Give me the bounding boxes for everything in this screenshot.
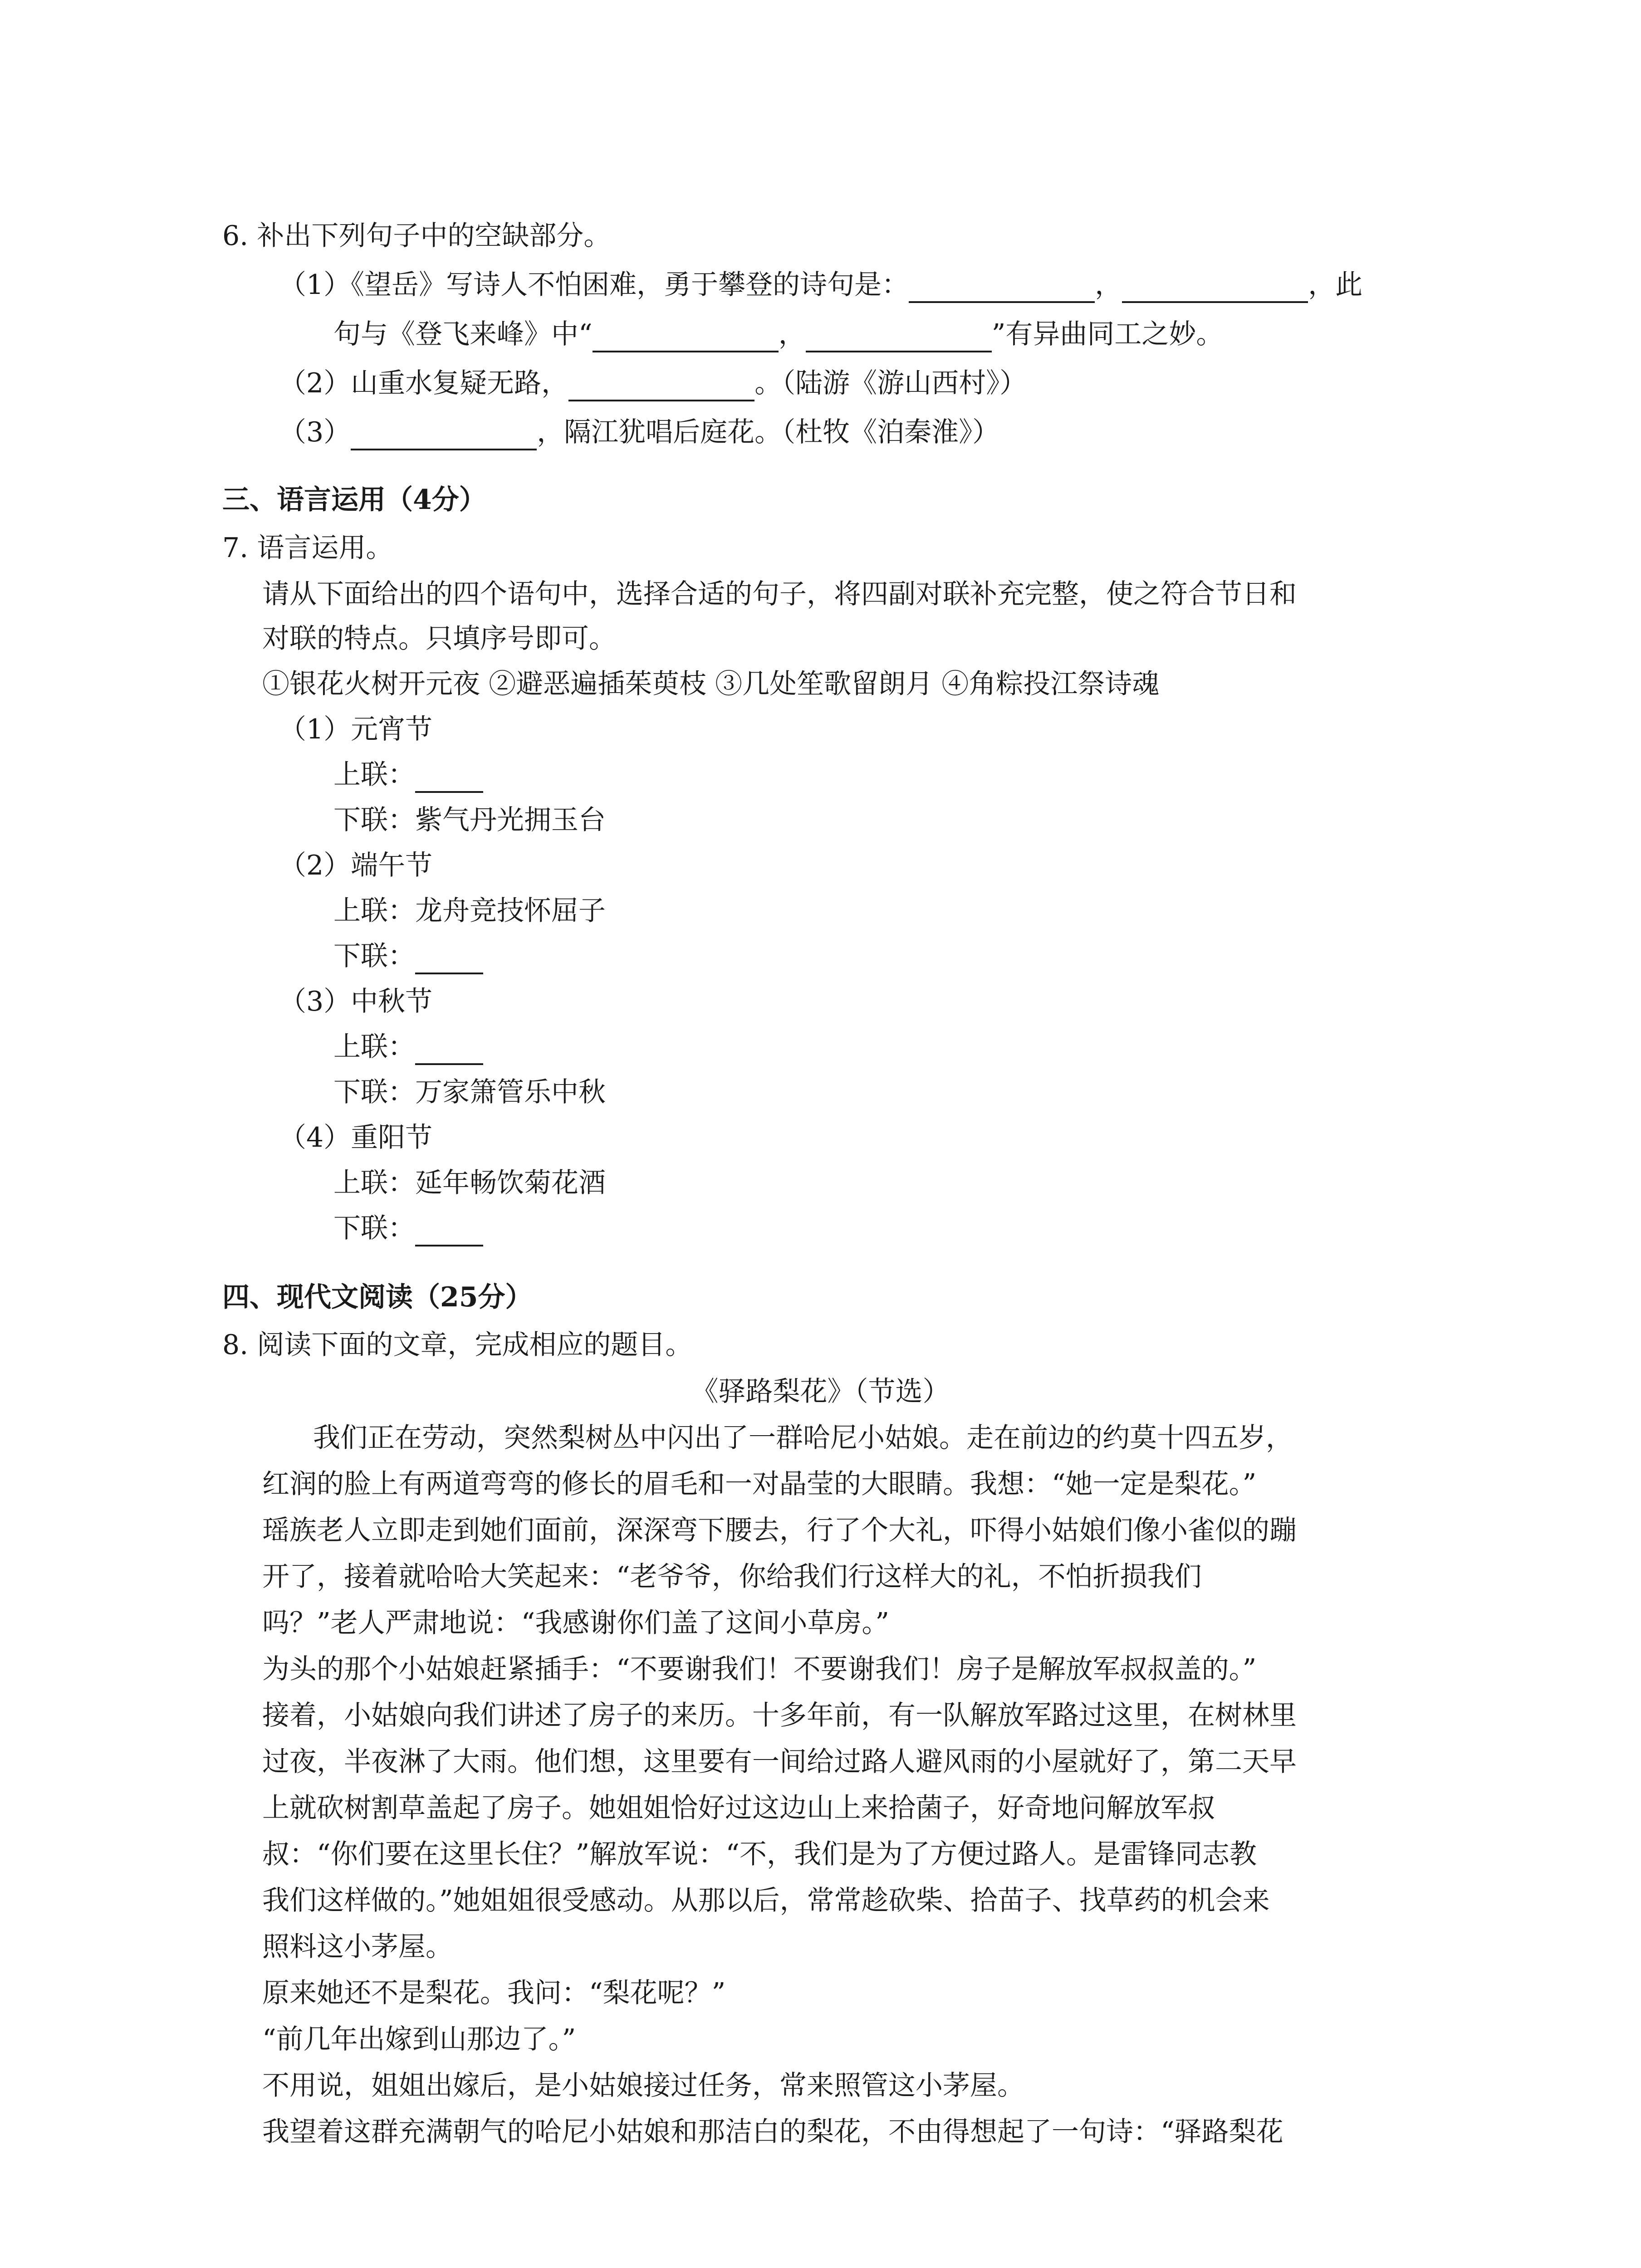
couplet-4-lower: 下联：: [333, 1210, 483, 1246]
couplet-2-title: （2）端午节: [279, 850, 433, 881]
article-line: 过夜，半夜淋了大雨。他们想，这里要有一间给过路人避风雨的小屋就好了，第二天早: [262, 1746, 1297, 1778]
article-line: 照料这小茅屋。: [262, 1931, 453, 1963]
answer-blank[interactable]: [415, 1218, 483, 1246]
article-line: 开了，接着就哈哈大笑起来：“老爷爷，你给我们行这样大的礼，不怕折损我们: [262, 1561, 1202, 1593]
fill-blank[interactable]: [568, 373, 754, 401]
article-line: 上就砍树割草盖起了房子。她姐姐恰好过这边山上来拾菌子，好奇地问解放军叔: [262, 1792, 1215, 1824]
fill-blank[interactable]: [1122, 275, 1308, 303]
article-line: 为头的那个小姑娘赶紧插手：“不要谢我们！不要谢我们！房子是解放军叔叔盖的。”: [262, 1653, 1257, 1685]
couplet-3-lower: 下联：万家箫管乐中秋: [333, 1076, 606, 1108]
q7-instruction-1: 请从下面给出的四个语句中，选择合适的句子，将四副对联补充完整，使之符合节日和: [262, 578, 1297, 610]
q7-instruction-2: 对联的特点。只填序号即可。: [262, 623, 616, 655]
article-line: 不用说，姐姐出嫁后，是小姑娘接过任务，常来照管这小茅屋。: [262, 2070, 1024, 2102]
fill-blank[interactable]: [909, 275, 1095, 303]
answer-blank[interactable]: [415, 765, 483, 793]
couplet-4-title: （4）重阳节: [279, 1122, 433, 1154]
article-line: 我们正在劳动，突然梨树丛中闪出了一群哈尼小姑娘。走在前边的约莫十四五岁，: [313, 1422, 1293, 1454]
article-line: 红润的脸上有两道弯弯的修长的眉毛和一对晶莹的大眼睛。我想：“她一定是梨花。”: [262, 1468, 1257, 1500]
couplet-2-lower: 下联：: [333, 938, 483, 974]
page-number: [0, 2266, 1641, 2268]
q7-stem: 7. 语言运用。: [222, 532, 393, 564]
q6-item-1-line-1: （1）《望岳》写诗人不怕困难，勇于攀登的诗句是： ， ，此: [279, 267, 1362, 303]
fill-blank[interactable]: [806, 324, 992, 352]
article-line: 我们这样做的。”她姐姐很受感动。从那以后，常常趁砍柴、拾苗子、找草药的机会来: [262, 1885, 1270, 1916]
couplet-2-upper: 上联：龙舟竞技怀屈子: [333, 895, 606, 927]
article-line: 接着，小姑娘向我们讲述了房子的来历。十多年前，有一队解放军路过这里，在树林里: [262, 1700, 1297, 1731]
couplet-1-lower: 下联：紫气丹光拥玉台: [333, 804, 606, 836]
q6-stem: 6. 补出下列句子中的空缺部分。: [222, 220, 611, 252]
article-line: 吗？”老人严肃地说：“我感谢你们盖了这间小草房。”: [262, 1607, 890, 1639]
couplet-4-upper: 上联：延年畅饮菊花酒: [333, 1167, 606, 1199]
answer-blank[interactable]: [415, 946, 483, 974]
couplet-3-upper: 上联：: [333, 1029, 483, 1065]
fill-blank[interactable]: [593, 324, 779, 352]
fill-blank[interactable]: [351, 422, 537, 450]
article-line: 叔：“你们要在这里长住？”解放军说：“不，我们是为了方便过路人。是雷锋同志教: [262, 1838, 1257, 1870]
couplet-1-upper: 上联：: [333, 757, 483, 793]
couplet-3-title: （3）中秋节: [279, 986, 433, 1017]
q6-item-2: （2）山重水复疑无路， 。（陆游《游山西村》）: [279, 365, 1027, 401]
article-title: 《驿路梨花》（节选）: [691, 1376, 950, 1408]
couplet-1-title: （1）元宵节: [279, 714, 433, 745]
q8-stem: 8. 阅读下面的文章，完成相应的题目。: [222, 1329, 693, 1361]
q6-item-1-line-2: 句与《登飞来峰》中“ ， ”有异曲同工之妙。: [333, 316, 1223, 352]
article-line: 我望着这群充满朝气的哈尼小姑娘和那洁白的梨花，不由得想起了一句诗：“驿路梨花: [262, 2116, 1283, 2148]
article-line: “前几年出嫁到山那边了。”: [262, 2024, 576, 2055]
section-4-heading: 四、现代文阅读（25分）: [222, 1281, 533, 1313]
article-line: 原来她还不是梨花。我问：“梨花呢？”: [262, 1977, 726, 2009]
q6-item-3: （3） ，隔江犹唱后庭花。（杜牧《泊秦淮》）: [279, 414, 999, 450]
section-3-heading: 三、语言运用（4分）: [222, 484, 486, 516]
article-line: 瑶族老人立即走到她们面前，深深弯下腰去，行了个大礼，吓得小姑娘们像小雀似的蹦: [262, 1515, 1297, 1546]
q7-options: ①银花火树开元夜 ②避恶遍插茱萸枝 ③几处笙歌留朗月 ④角粽投江祭诗魂: [262, 668, 1160, 700]
answer-blank[interactable]: [415, 1037, 483, 1065]
